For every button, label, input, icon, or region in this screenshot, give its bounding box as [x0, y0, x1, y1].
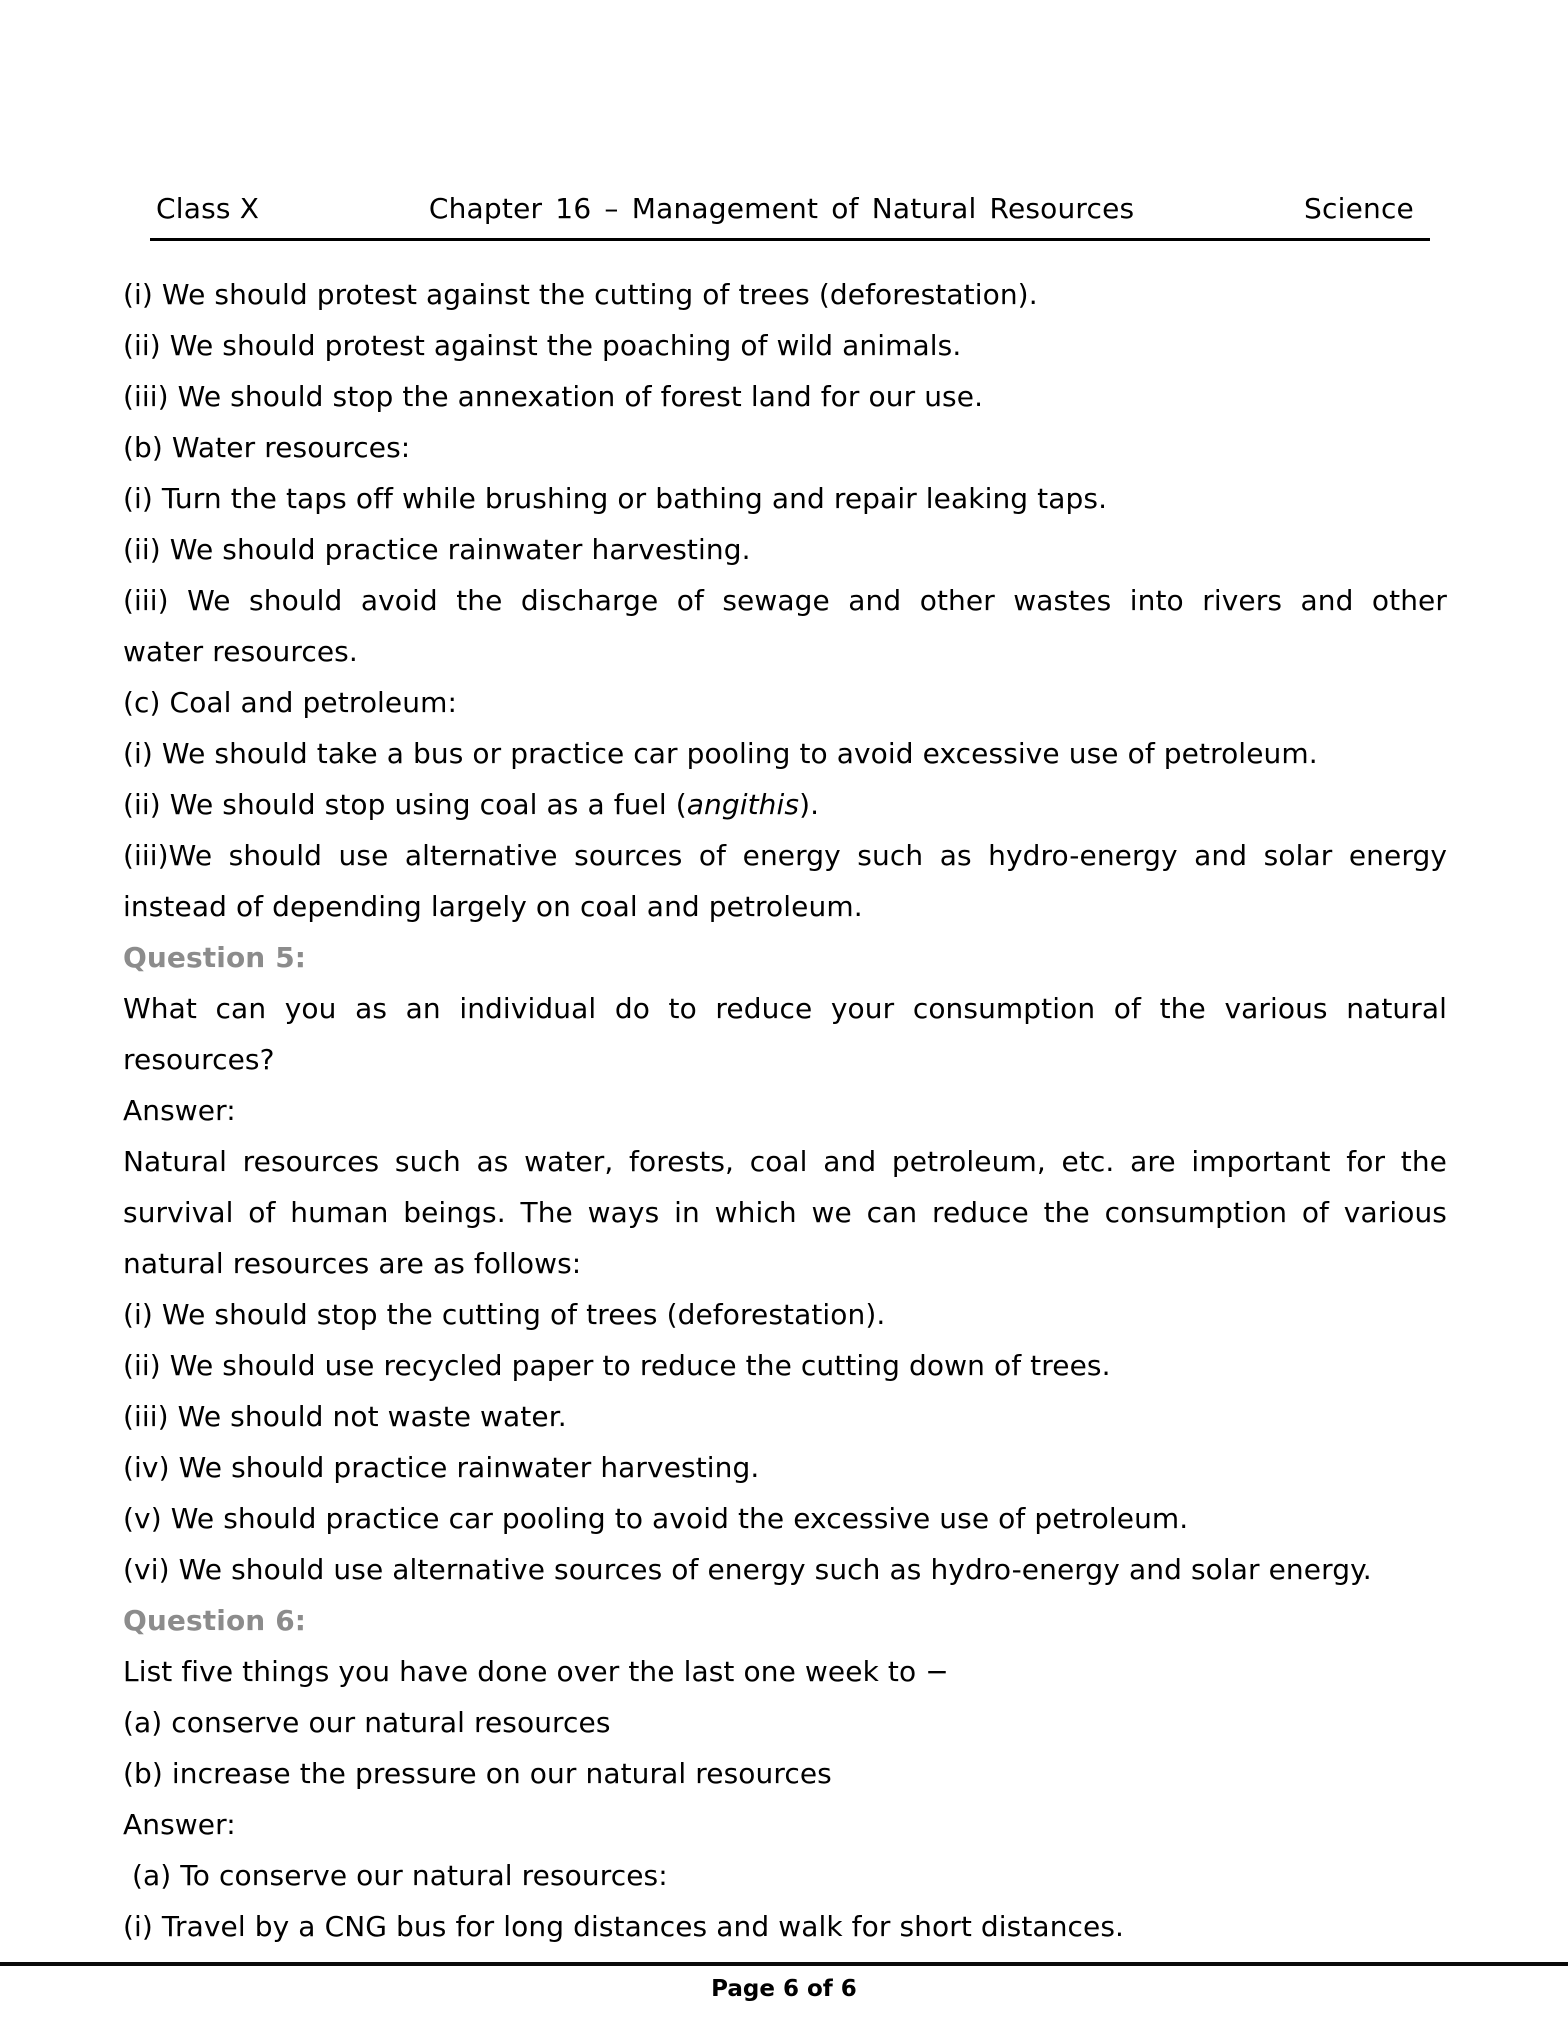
text-segment: (iii) We should not waste water. — [123, 1400, 567, 1433]
text-segment: ). — [799, 788, 820, 821]
text-line — [123, 728, 1447, 779]
text-segment: (iv) We should practice rainwater harvesting. — [123, 1451, 760, 1484]
text-line — [123, 830, 1447, 881]
text-segment: resources? — [123, 1043, 275, 1076]
text-line — [123, 626, 1447, 677]
text-segment: (i) We should take a bus or practice car pooling to avoid excessive use of petroleum. — [123, 737, 1318, 770]
text-segment: (ii) We should use recycled paper to reduce the cutting down of trees. — [123, 1349, 1111, 1382]
text-line — [123, 1442, 1447, 1493]
question-heading — [123, 932, 1447, 983]
text-line — [123, 1901, 1447, 1952]
text-segment: Answer: — [123, 1808, 236, 1841]
text-line — [123, 1493, 1447, 1544]
question-heading — [123, 1595, 1447, 1646]
text-segment: (vi) We should use alternative sources of energy such as hydro-energy and solar energy. — [123, 1553, 1372, 1586]
text-line — [123, 371, 1447, 422]
text-segment: (iii)We should use alternative sources of energy such as hydro-energy and solar energy — [123, 839, 1447, 872]
text-segment: (i) Turn the taps off while brushing or bathing and repair leaking taps. — [123, 482, 1108, 515]
document-body — [123, 269, 1447, 1952]
text-line — [123, 983, 1447, 1034]
text-line — [123, 1238, 1447, 1289]
text-line — [123, 677, 1447, 728]
text-line — [123, 1034, 1447, 1085]
text-line — [123, 1136, 1447, 1187]
italic-term: angithis — [686, 788, 800, 821]
text-segment: Natural resources such as water, forests, coal and petroleum, etc. are important for the — [123, 1145, 1447, 1178]
text-segment: (i) We should protest against the cutting of trees (deforestation). — [123, 278, 1038, 311]
text-segment: (iii) We should avoid the discharge of sewage and other wastes into rivers and other — [123, 584, 1447, 617]
text-line — [123, 1187, 1447, 1238]
text-line — [123, 575, 1447, 626]
text-segment: (c) Coal and petroleum: — [123, 686, 458, 719]
text-segment: (a) conserve our natural resources — [123, 1706, 611, 1739]
text-segment: (i) We should stop the cutting of trees (deforestation). — [123, 1298, 886, 1331]
text-line — [123, 422, 1447, 473]
text-segment: List five things you have done over the last one week to − — [123, 1655, 949, 1688]
text-line — [123, 1646, 1447, 1697]
text-segment: (ii) We should protest against the poaching of wild animals. — [123, 329, 962, 362]
text-segment: Answer: — [123, 1094, 236, 1127]
text-line — [123, 473, 1447, 524]
text-line — [123, 1748, 1447, 1799]
text-segment: (a) To conserve our natural resources: — [132, 1859, 668, 1892]
text-line — [123, 1085, 1447, 1136]
text-line — [123, 779, 1447, 830]
text-segment: (b) Water resources: — [123, 431, 411, 464]
text-line — [123, 320, 1447, 371]
text-line — [123, 1799, 1447, 1850]
text-segment: survival of human beings. The ways in which we can reduce the consumption of various — [123, 1196, 1447, 1229]
page-number: Page 6 of 6 — [711, 1976, 857, 2002]
text-segment: instead of depending largely on coal and petroleum. — [123, 890, 863, 923]
text-segment: (v) We should practice car pooling to avoid the excessive use of petroleum. — [123, 1502, 1189, 1535]
text-segment: natural resources are as follows: — [123, 1247, 582, 1280]
text-segment: Question 6: — [123, 1604, 307, 1637]
text-line — [123, 269, 1447, 320]
header-class-label: Class X — [156, 192, 260, 225]
page-header — [150, 192, 1430, 241]
text-line — [123, 1850, 1447, 1901]
footer-rule — [0, 1962, 1568, 1966]
text-segment: (i) Travel by a CNG bus for long distances and walk for short distances. — [123, 1910, 1125, 1943]
text-line — [123, 1697, 1447, 1748]
text-segment: What can you as an individual do to reduce your consumption of the various natural — [123, 992, 1447, 1025]
header-subject-label: Science — [1304, 192, 1414, 225]
text-segment: (ii) We should practice rainwater harvesting. — [123, 533, 751, 566]
text-line — [123, 881, 1447, 932]
text-line — [123, 1289, 1447, 1340]
text-segment: (b) increase the pressure on our natural resources — [123, 1757, 832, 1790]
text-segment: (iii) We should stop the annexation of forest land for our use. — [123, 380, 984, 413]
text-line — [123, 524, 1447, 575]
text-line — [123, 1391, 1447, 1442]
text-segment: water resources. — [123, 635, 358, 668]
text-segment: Question 5: — [123, 941, 307, 974]
text-line — [123, 1340, 1447, 1391]
header-chapter-title: Chapter 16 – Management of Natural Resources — [428, 192, 1135, 225]
text-line — [123, 1544, 1447, 1595]
text-segment: (ii) We should stop using coal as a fuel ( — [123, 788, 687, 821]
